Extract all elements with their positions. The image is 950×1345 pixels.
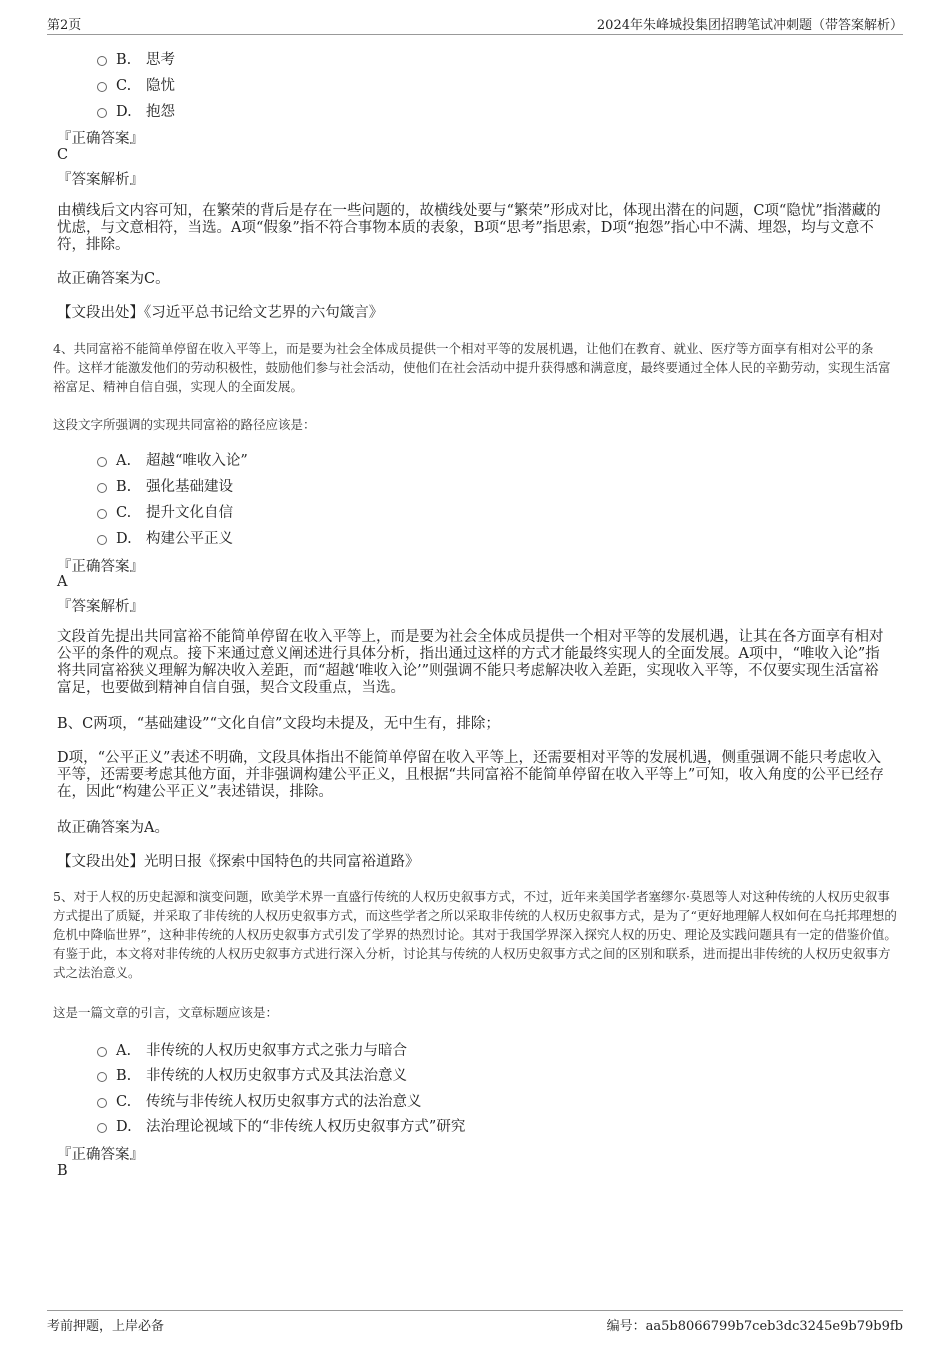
radio-icon[interactable] [97,1123,107,1133]
analysis-paragraph: B、C两项，“基础建设”“文化自信”文段均未提及，无中生有，排除； [57,716,500,732]
option-b[interactable]: B. 强化基础建设 [97,475,233,496]
analysis-paragraph: 文段首先提出共同富裕不能简单停留在收入平等上，而是要为社会全体成员提供一个相对平等的发展机遇，让其在各方面享有相对公平的条件的观点。接下来通过意义阐述进行具体分析，指出通过这样的方式才能最终实现人的全面发展。A项中，“唯收入论”指将共同富裕狭义理解为解决收入差距，而“超越‘唯收入论’”则强调不能只考虑解决收入差距，实现收入平等，不仅要实现生活富裕富足，也要做到精神自信自强，契合文段重点，当选。 [57,629,884,696]
option-d[interactable]: D. 法治理论视域下的“非传统人权历史叙事方式”研究 [97,1115,465,1136]
option-d[interactable]: D. 构建公平正义 [97,527,233,548]
document-title: 2024年朱峰城投集团招聘笔试冲刺题（带答案解析） [596,18,903,33]
question-prompt: 这是一篇文章的引言，文章标题应该是： [53,1005,279,1020]
document-id: 编号：aa5b8066799b7ceb3dc3245e9b79b9fb [606,1319,903,1334]
answer-label: 『正确答案』 [57,131,144,147]
analysis-label: 『答案解析』 [57,599,144,615]
answer-value: B [57,1163,68,1179]
option-c[interactable]: C. 传统与非传统人权历史叙事方式的法治意义 [97,1090,422,1111]
option-a[interactable]: A. 非传统的人权历史叙事方式之张力与暗合 [97,1039,407,1060]
source-citation: 【文段出处】光明日报《探索中国特色的共同富裕道路》 [57,854,420,870]
radio-icon[interactable] [97,82,107,92]
source-citation: 【文段出处】《习近平总书记给文艺界的六句箴言》 [57,305,384,321]
page-number: 第2页 [47,18,82,33]
question-stem: 4、共同富裕不能简单停留在收入平等上，而是要为社会全体成员提供一个相对平等的发展机遇，让他们在教育、就业、医疗等方面享有相对公平的条件。这样才能激发他们的劳动积极性，鼓励他们参与社会活动，使他们在社会活动中提升获得感和满意度，最终要通过全体人民的辛勤劳动，实现生活富裕富足、精神自信自强，实现人的全面发展。 [53,341,891,394]
radio-icon[interactable] [97,56,107,66]
question-stem: 5、对于人权的历史起源和演变问题，欧美学术界一直盛行传统的人权历史叙事方式，不过，近年来美国学者塞缪尔·莫恩等人对这种传统的人权历史叙事方式提出了质疑，并采取了非传统的人权历史叙事方式，而这些学者之所以采取非传统的人权历史叙事方式，是为了“更好地理解人权如何在乌托邦理想的危机中降临世界”，这种非传统的人权历史叙事方式引发了学界的热烈讨论。其对于我国学界深入探究人权的历史、理论及实践问题具有一定的借鉴价值。有鉴于此，本文将对非传统的人权历史叙事方式进行深入分析，讨论其与传统的人权历史叙事方式之间的区别和联系，进而提出非传统的人权历史叙事方式之法治意义。 [53,889,897,980]
option-a[interactable]: A. 超越“唯收入论” [97,449,248,470]
radio-icon[interactable] [97,535,107,545]
analysis-paragraph: D项，“公平正义”表述不明确，文段具体指出不能简单停留在收入平等上，还需要相对平等的发展机遇，侧重强调不能只考虑收入平等，还需要考虑其他方面，并非强调构建公平正义，且根据“共同富裕不能简单停留在收入平等上”可知，收入角度的公平已经存在，因此“构建公平正义”表述错误，排除。 [57,750,884,800]
analysis-conclusion: 故正确答案为C。 [57,271,170,287]
option-c[interactable]: C. 隐忧 [97,74,175,95]
option-b[interactable]: B. 思考 [97,48,175,69]
analysis-label: 『答案解析』 [57,172,144,188]
analysis-paragraph: 由横线后文内容可知，在繁荣的背后是存在一些问题的，故横线处要与“繁荣”形成对比，体现出潜在的问题，C项“隐忧”指潜藏的忧虑，与文意相符，当选。A项“假象”指不符合事物本质的表象，B项“思考”指思索，D项“抱怨”指心中不满、埋怨，均与文意不符，排除。 [57,203,881,253]
analysis-conclusion: 故正确答案为A。 [57,820,169,836]
answer-value: A [57,574,68,590]
radio-icon[interactable] [97,1098,107,1108]
option-c[interactable]: C. 提升文化自信 [97,501,233,522]
radio-icon[interactable] [97,108,107,118]
footer-slogan: 考前押题，上岸必备 [47,1319,165,1334]
radio-icon[interactable] [97,483,107,493]
option-d[interactable]: D. 抱怨 [97,100,175,121]
answer-label: 『正确答案』 [57,1147,144,1163]
question-prompt: 这段文字所强调的实现共同富裕的路径应该是： [53,417,316,432]
radio-icon[interactable] [97,1047,107,1057]
page-footer [47,1310,903,1334]
option-b[interactable]: B. 非传统的人权历史叙事方式及其法治意义 [97,1064,407,1085]
answer-label: 『正确答案』 [57,559,144,575]
radio-icon[interactable] [97,457,107,467]
answer-value: C [57,147,69,163]
page-header [47,14,903,35]
radio-icon[interactable] [97,1072,107,1082]
radio-icon[interactable] [97,509,107,519]
